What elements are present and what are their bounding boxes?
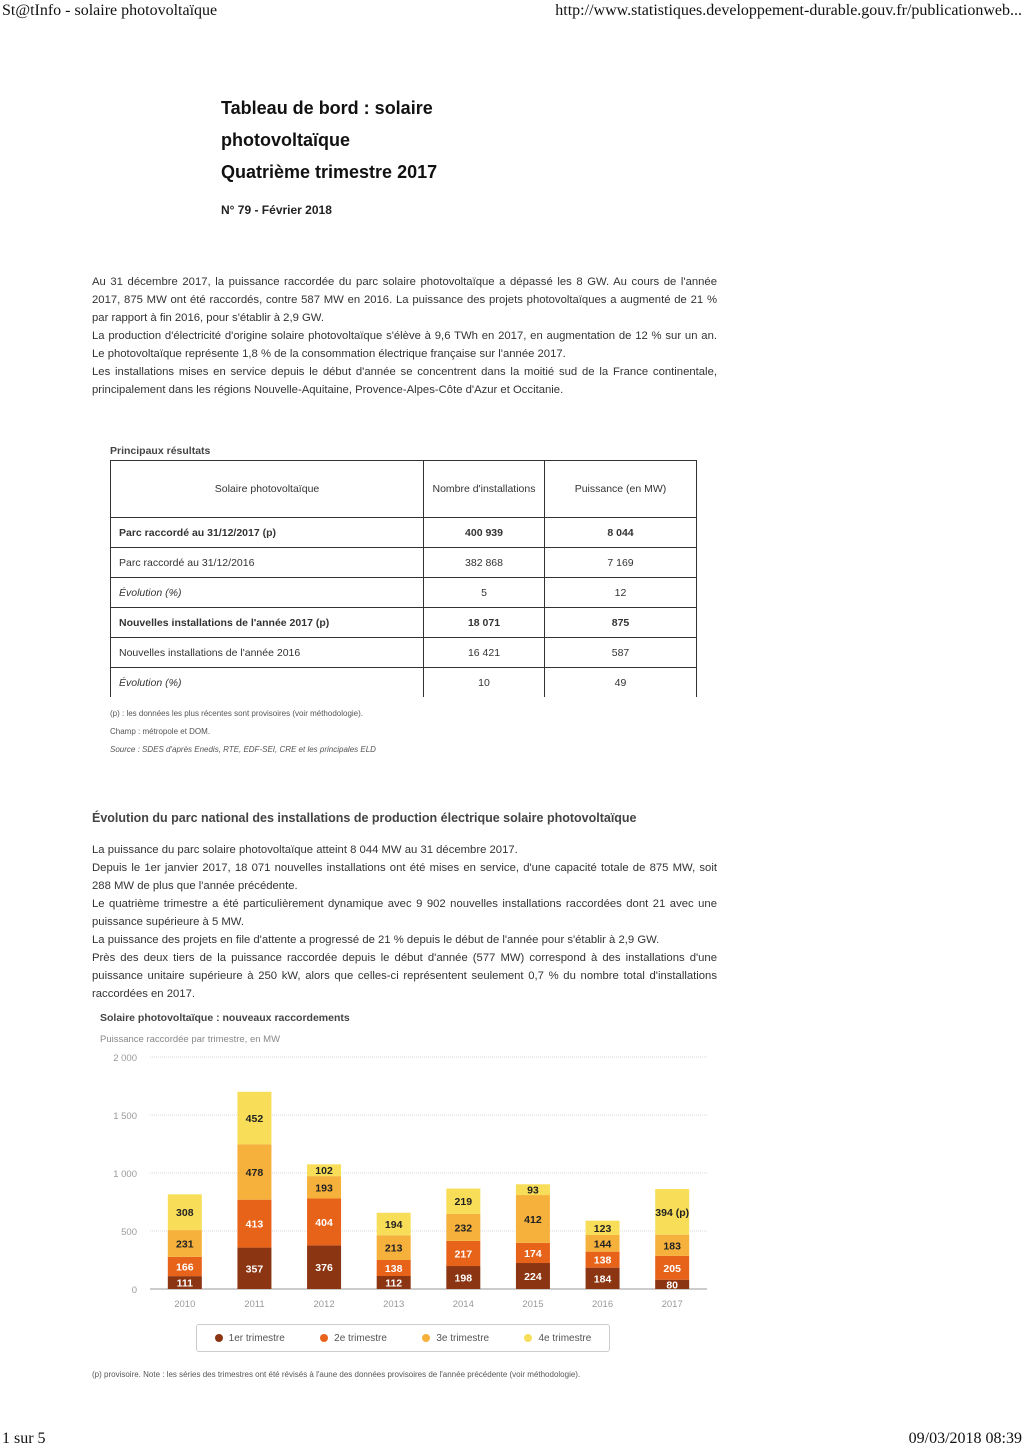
- table-header: Nombre d'installations: [424, 461, 545, 518]
- data-label: 404: [315, 1216, 333, 1229]
- table-header: Puissance (en MW): [545, 461, 697, 518]
- intro-paragraph: La production d'électricité d'origine solaire photovoltaïque s'élève à 9,6 TWh en 2017, en augmentation de 12 % sur un an. Le photovoltaïque représente 1,8 % de la consommation électrique française sur l'année 2017.: [92, 330, 717, 360]
- data-label: 217: [454, 1248, 473, 1261]
- row-label: Parc raccordé au 31/12/2016: [111, 548, 424, 578]
- row-label: Évolution (%): [111, 668, 424, 698]
- x-tick-label: 2010: [174, 1299, 196, 1310]
- chart-note: (p) provisoire. Note : les séries des trimestres ont été révisés à l'aune des données provisoires de l'année précédente (voir méthodologie).: [92, 1370, 581, 1379]
- row-label: Parc raccordé au 31/12/2017 (p): [111, 518, 424, 548]
- row-label: Nouvelles installations de l'année 2016: [111, 638, 424, 668]
- data-label: 452: [245, 1113, 264, 1126]
- legend-item: [422, 1333, 489, 1344]
- legend-swatch: [215, 1334, 223, 1342]
- data-label: 213: [384, 1242, 403, 1255]
- legend-swatch: [524, 1334, 532, 1342]
- chart-legend: [196, 1324, 610, 1352]
- x-tick-label: 2015: [522, 1299, 544, 1310]
- table-note: Champ : métropole et DOM.: [110, 727, 211, 736]
- row-label: Nouvelles installations de l'année 2017 (p): [111, 608, 424, 638]
- title-line-2: photovoltaïque: [221, 130, 350, 150]
- print-header-url[interactable]: http://www.statistiques.developpement-durable.gouv.fr/publicationweb...: [555, 2, 1022, 19]
- data-label: 412: [524, 1213, 542, 1226]
- legend-label: 4e trimestre: [538, 1332, 592, 1344]
- row-count: 5: [424, 578, 545, 608]
- data-label: 184: [593, 1273, 612, 1286]
- data-label: 166: [176, 1261, 194, 1274]
- section-title: Évolution du parc national des installations de production électrique solaire photovoltaïque: [92, 811, 637, 825]
- data-label: 138: [384, 1263, 403, 1276]
- legend-item: [320, 1333, 387, 1344]
- x-tick-label: 2013: [383, 1299, 405, 1310]
- y-tick-label: 500: [121, 1227, 137, 1238]
- intro-paragraph: Au 31 décembre 2017, la puissance raccordée du parc solaire photovoltaïque a dépassé les 8 GW. Au cours de l'année 2017, 875 MW ont été raccordés, contre 587 MW en 2016. La puissance des projets photovoltaïques a augmenté de 21 % par rapport à fin 2016, pour s'établir à 2,9 GW.: [92, 276, 717, 324]
- data-label: 232: [454, 1222, 473, 1235]
- data-label: 112: [385, 1277, 403, 1290]
- data-label: 394 (p): [655, 1206, 690, 1219]
- print-footer-page: 1 sur 5: [2, 1430, 46, 1447]
- legend-label: 3e trimestre: [436, 1332, 490, 1344]
- results-table-title: Principaux résultats: [110, 445, 211, 457]
- table-source: Source : SDES d'après Enedis, RTE, EDF-SEI, CRE et les principales ELD: [110, 745, 376, 754]
- row-power: 12: [545, 578, 697, 608]
- legend-swatch: [320, 1334, 328, 1342]
- row-count: 400 939: [424, 518, 545, 548]
- row-power: 875: [545, 608, 697, 638]
- data-label: 102: [315, 1165, 333, 1178]
- data-label: 413: [245, 1218, 264, 1231]
- print-header-title: St@tInfo - solaire photovoltaïque: [2, 2, 218, 19]
- data-label: 308: [176, 1207, 194, 1220]
- data-label: 183: [663, 1240, 681, 1253]
- x-tick-label: 2016: [591, 1299, 614, 1310]
- row-count: 10: [424, 668, 545, 698]
- row-count: 382 868: [424, 548, 545, 578]
- section-paragraph: Depuis le 1er janvier 2017, 18 071 nouvelles installations ont été mises en service, d'une capacité totale de 875 MW, soit 288 MW de plus que l'année précédente.: [92, 862, 717, 892]
- data-label: 198: [454, 1272, 473, 1285]
- intro-paragraph: Les installations mises en service depuis le début d'année se concentrent dans la moitié sud de la France continentale, principalement dans les régions Nouvelle-Aquitaine, Provence-Alpes-Côte d'Azur et Occitanie.: [92, 366, 717, 396]
- row-power: 7 169: [545, 548, 697, 578]
- y-tick-label: 1 000: [113, 1169, 137, 1180]
- chart-subtitle: Puissance raccordée par trimestre, en MW: [100, 1034, 281, 1045]
- x-tick-label: 2017: [661, 1299, 683, 1310]
- legend-swatch: [422, 1334, 430, 1342]
- data-label: 224: [524, 1271, 542, 1284]
- table-note: (p) : les données les plus récentes sont provisoires (voir méthodologie).: [110, 709, 364, 718]
- issue-number: N° 79 - Février 2018: [221, 203, 332, 217]
- section-paragraph: La puissance des projets en file d'attente a progressé de 21 % depuis le début de l'année pour s'établir à 2,9 GW.: [92, 934, 660, 946]
- legend-label: 2e trimestre: [334, 1332, 387, 1344]
- data-label: 80: [666, 1279, 679, 1292]
- data-label: 193: [315, 1182, 333, 1195]
- row-power: 8 044: [545, 518, 697, 548]
- title-line-3: Quatrième trimestre 2017: [221, 162, 438, 182]
- x-tick-label: 2011: [244, 1299, 265, 1310]
- print-footer-timestamp: 09/03/2018 08:39: [908, 1430, 1022, 1447]
- section-paragraph: Près des deux tiers de la puissance raccordée depuis le début d'année (577 MW) correspond à des installations d'une puissance unitaire supérieure à 250 kW, alors que celles-ci représentent seulement 0,7 % du nombre total d'installations raccordées en 2017.: [92, 952, 717, 1000]
- legend-label: 1er trimestre: [228, 1332, 285, 1344]
- row-count: 18 071: [424, 608, 545, 638]
- data-label: 219: [454, 1196, 473, 1209]
- title-line-1: Tableau de bord : solaire: [221, 98, 433, 118]
- y-tick-label: 2 000: [113, 1053, 137, 1064]
- table-header: Solaire photovoltaïque: [111, 461, 424, 518]
- x-tick-label: 2014: [452, 1299, 474, 1310]
- data-label: 111: [176, 1277, 193, 1290]
- data-label: 376: [315, 1262, 333, 1275]
- data-label: 138: [593, 1254, 612, 1267]
- x-tick-label: 2012: [313, 1299, 335, 1310]
- data-label: 144: [593, 1238, 612, 1251]
- data-label: 231: [176, 1238, 194, 1251]
- section-paragraph: La puissance du parc solaire photovoltaïque atteint 8 044 MW au 31 décembre 2017.: [92, 844, 518, 856]
- data-label: 357: [245, 1263, 264, 1276]
- section-paragraph: Le quatrième trimestre a été particulièrement dynamique avec 9 902 nouvelles installations raccordées dont 21 avec une puissance supérieure à 5 MW.: [92, 898, 717, 928]
- legend-item: [524, 1333, 591, 1344]
- legend-item: [215, 1333, 285, 1344]
- data-label: 93: [527, 1184, 539, 1197]
- data-label: 205: [663, 1262, 681, 1275]
- data-label: 123: [593, 1222, 612, 1235]
- y-tick-label: 1 500: [113, 1111, 137, 1122]
- y-tick-label: 0: [131, 1285, 137, 1296]
- row-count: 16 421: [424, 638, 545, 668]
- chart-title: Solaire photovoltaïque : nouveaux raccordements: [100, 1012, 350, 1024]
- data-label: 478: [245, 1166, 264, 1179]
- data-label: 174: [524, 1247, 542, 1260]
- data-label: 194: [384, 1219, 403, 1232]
- row-power: 49: [545, 668, 697, 698]
- row-label: Évolution (%): [111, 578, 424, 608]
- row-power: 587: [545, 638, 697, 668]
